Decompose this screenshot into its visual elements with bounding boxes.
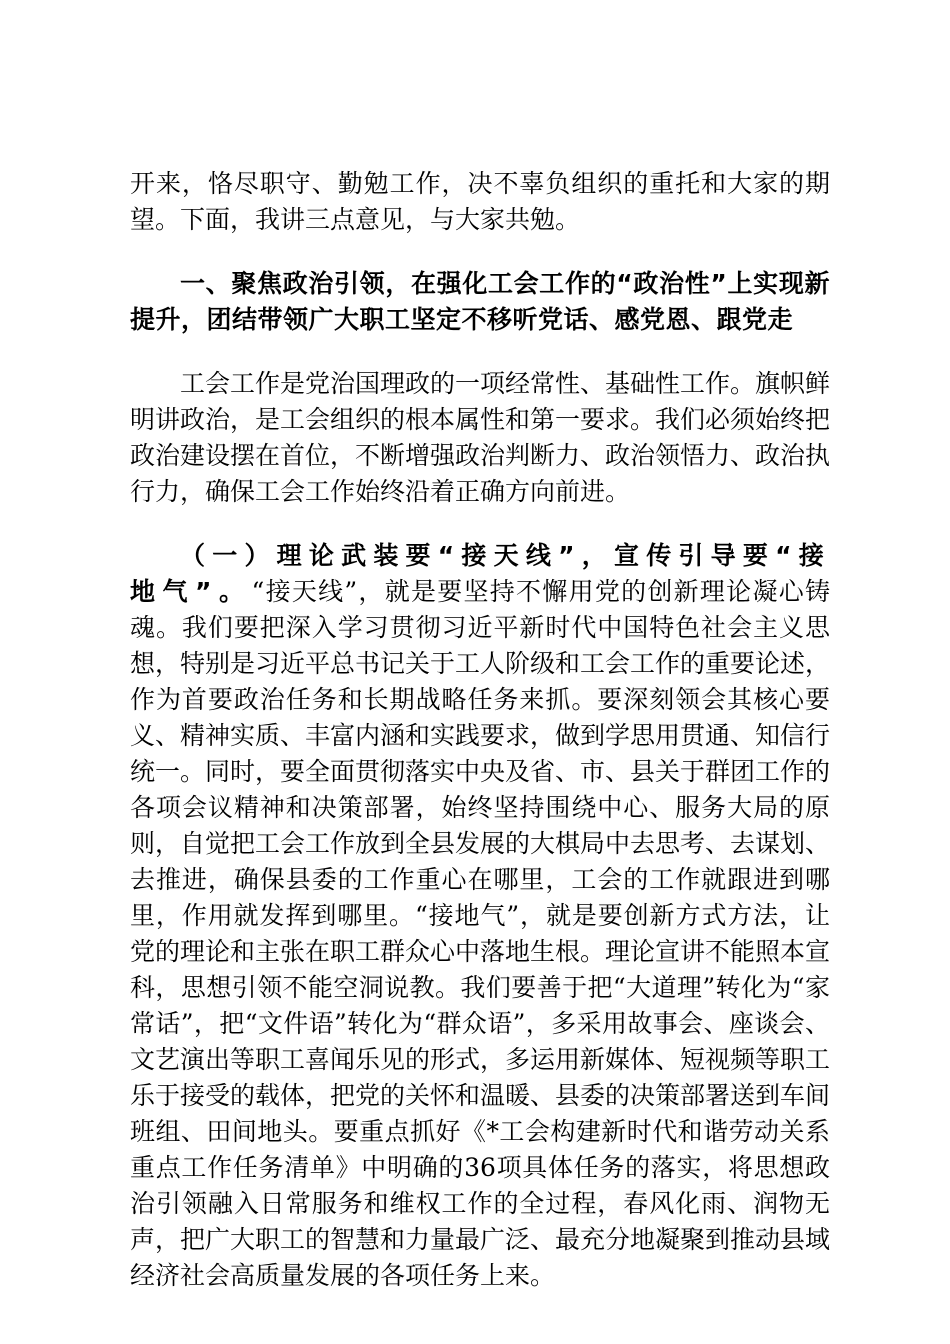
body-paragraph-2: [130, 538, 830, 1294]
subsection-body-text: “接天线”，就是要坚持不懈用党的创新理论凝心铸魂。我们要把深入学习贯彻习近平新时代中国特色社会主义思想，特别是习近平总书记关于工人阶级和工会工作的重要论述，作为首要政治任务和长期战略任务来抓。要深刻领会其核心要义、精神实质、丰富内涵和实践要求，做到学思用贯通、知信行统一。同时，要全面贯彻落实中央及省、市、县关于群团工作的各项会议精神和决策部署，始终坚持围绕中心、服务大局的原则，自觉把工会工作放到全县发展的大棋局中去思考、去谋划、去推进，确保县委的工作重心在哪里，工会的工作就跟进到哪里，作用就发挥到哪里。“接地气”，就是要创新方式方法，让党的理论和主张在职工群众心中落地生根。理论宣讲不能照本宣科，思想引领不能空洞说教。我们要善于把“大道理”转化为“家常话”，把“文件语”转化为“群众语”，多采用故事会、座谈会、文艺演出等职工喜闻乐见的形式，多运用新媒体、短视频等职工乐于接受的载体，把党的关怀和温暖、县委的决策部署送到车间班组、田间地头。要重点抓好《*工会构建新时代和谐劳动关系重点工作任务清单》中明确的36项具体任务的落实，将思想政治引领融入日常服务和维权工作的全过程，春风化雨、润物无声，把广大职工的智慧和力量最广泛、最充分地凝聚到推动县域经济社会高质量发展的各项任务上来。: [130, 577, 831, 1290]
intro-paragraph: 开来，恪尽职守、勤勉工作，决不辜负组织的重托和大家的期望。下面，我讲三点意见，与大家共勉。: [130, 169, 830, 234]
body-paragraph-1: 工会工作是党治国理政的一项经常性、基础性工作。旗帜鲜明讲政治，是工会组织的根本属性和第一要求。我们必须始终把政治建设摆在首位，不断增强政治判断力、政治领悟力、政治执行力，确保工会工作始终沿着正确方向前进。: [130, 369, 831, 506]
section-heading-1: 一、聚焦政治引领，在强化工会工作的“政治性”上实现新提升，团结带领广大职工坚定不移听党话、感党恩、跟党走: [130, 269, 830, 334]
document-page: [130, 166, 830, 1294]
subsection-heading-1: （一）理论武装要“接天线”，宣传引导要“接地气”。: [130, 541, 830, 606]
